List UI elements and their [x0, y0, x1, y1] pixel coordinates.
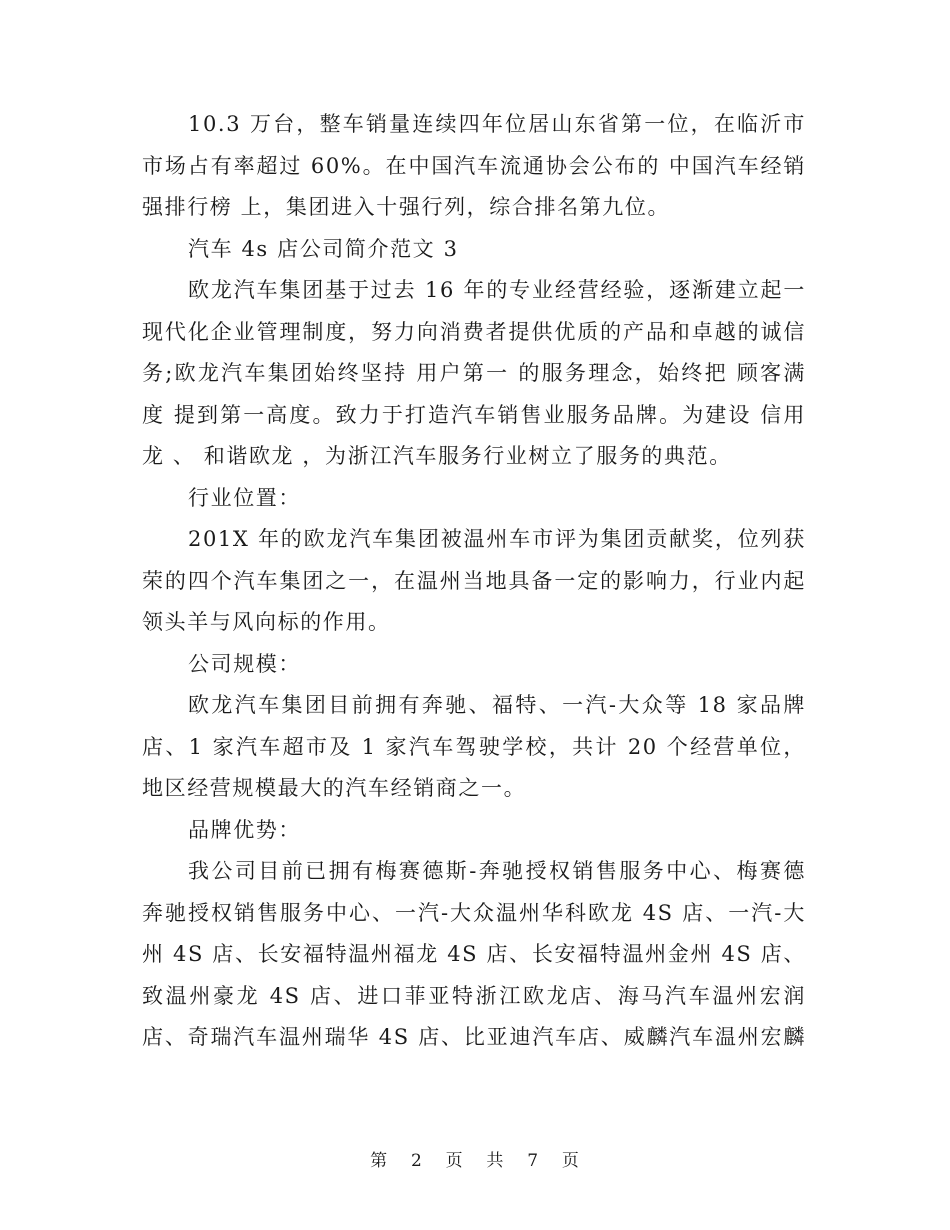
body-line: 龙 、 和谐欧龙 ，为浙江汽车服务行业树立了服务的典范。	[142, 444, 732, 468]
page-number-prefix: 第	[370, 1151, 389, 1171]
body-line: 欧龙汽车集团目前拥有奔驰、福特、一汽-大众等 18 家品牌	[188, 693, 806, 717]
page-number-suffix: 页	[561, 1151, 580, 1171]
page-number-mid: 页	[445, 1151, 464, 1171]
body-line: 领头羊与风向标的作用。	[142, 610, 391, 634]
body-line: 地区经营规模最大的汽车经销商之一。	[142, 776, 527, 800]
section-heading: 品牌优势：	[188, 817, 301, 842]
document-body	[142, 104, 806, 1059]
body-line: 荣的四个汽车集团之一，在温州当地具备一定的影响力，行业内起	[142, 568, 806, 593]
page-number-current: 2	[410, 1151, 423, 1171]
section-heading: 公司规模：	[188, 651, 301, 676]
body-line: 现代化企业管理制度，努力向消费者提供优质的产品和卓越的诚信	[142, 319, 806, 344]
body-line: 店、1 家汽车超市及 1 家汽车驾驶学校，共计 20 个经营单位，	[142, 734, 806, 759]
body-line: 市场占有率超过 60%。在中国汽车流通协会公布的 中国汽车经销	[142, 153, 806, 178]
page-footer	[0, 1146, 950, 1171]
body-line: 店、奇瑞汽车温州瑞华 4S 店、比亚迪汽车店、威麟汽车温州宏麟	[142, 1025, 806, 1049]
section-heading: 汽车 4s 店公司简介范文 3	[188, 236, 459, 261]
section-heading: 行业位置：	[188, 485, 301, 510]
body-line: 强排行榜 上，集团进入十强行列，综合排名第九位。	[142, 195, 671, 219]
body-line: 致温州豪龙 4S 店、进口菲亚特浙江欧龙店、海马汽车温州宏润	[142, 983, 806, 1008]
body-line: 201X 年的欧龙汽车集团被温州车市评为集团贡献奖，位列获	[188, 527, 806, 551]
page-total-prefix: 共	[486, 1151, 505, 1171]
body-line: 我公司目前已拥有梅赛德斯-奔驰授权销售服务中心、梅赛德	[188, 859, 806, 883]
page-number-total: 7	[527, 1151, 540, 1171]
body-line: 务;欧龙汽车集团始终坚持 用户第一 的服务理念，始终把 顾客满	[142, 361, 806, 385]
body-line: 奔驰授权销售服务中心、一汽-大众温州华科欧龙 4S 店、一汽-大	[142, 900, 806, 925]
body-line: 度 提到第一高度。致力于打造汽车销售业服务品牌。为建设 信用	[142, 402, 806, 427]
body-line: 州 4S 店、长安福特温州福龙 4S 店、长安福特温州金州 4S 店、	[142, 942, 806, 966]
body-line: 欧龙汽车集团基于过去 16 年的专业经营经验，逐渐建立起一	[188, 278, 806, 302]
body-line: 10.3 万台，整车销量连续四年位居山东省第一位，在临沂市	[188, 112, 806, 136]
